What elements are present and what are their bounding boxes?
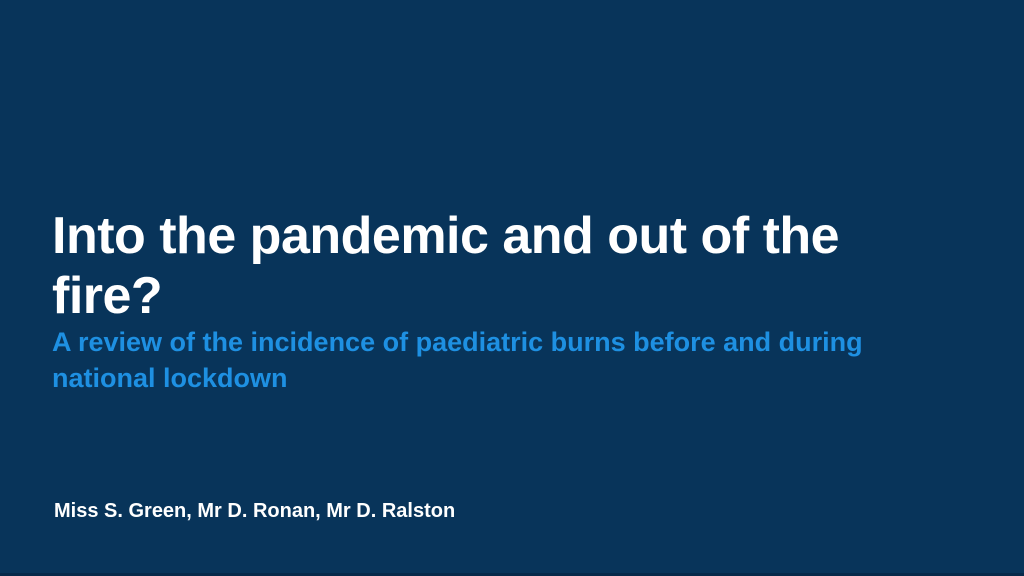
slide-subtitle [52, 325, 972, 397]
authors-line: Miss S. Green, Mr D. Ronan, Mr D. Ralston [54, 500, 456, 522]
slide-subtitle-line-1: A review of the incidence of paediatric burns before and during [52, 327, 863, 358]
slide-title-line-1: Into the pandemic and out of the [52, 206, 840, 265]
slide-subtitle-line-2: national lockdown [52, 363, 288, 394]
slide-title [52, 207, 992, 327]
slide-title-line-2: fire? [52, 266, 163, 325]
